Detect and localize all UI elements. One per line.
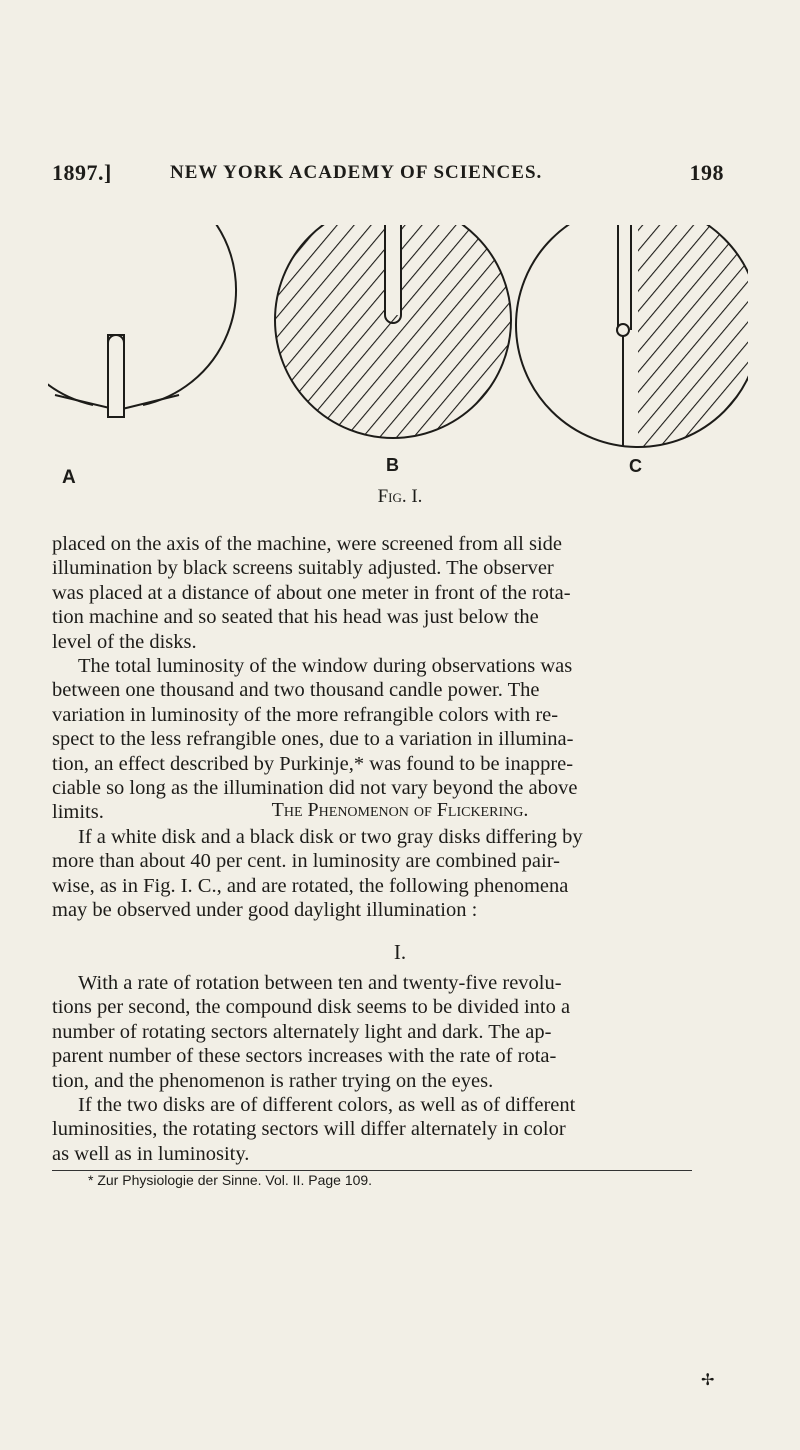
figure-caption: Fig. I. [377, 486, 423, 507]
disk-b [275, 225, 511, 438]
text-line: ciable so long as the illumination did not vary beyond the above [52, 777, 578, 800]
text-line: tions per second, the compound disk seems to be divided into a [52, 996, 571, 1019]
label-a: A [62, 467, 76, 488]
text-line: parent number of these sectors increases with the rate of rota- [52, 1045, 557, 1068]
text-line: more than about 40 per cent. in luminosity are combined pair- [52, 850, 560, 873]
text-line: tion, and the phenomenon is rather trying on the eyes. [52, 1069, 494, 1092]
figure-disks [48, 225, 748, 525]
text-line: tion machine and so seated that his head was just below the [52, 606, 539, 629]
paragraph-1 [52, 532, 722, 654]
paragraph-5 [52, 1093, 722, 1166]
label-b: B [386, 455, 399, 475]
text-line: variation in luminosity of the more refrangible colors with re- [52, 703, 559, 726]
text-line: may be observed under good daylight illumination : [52, 899, 478, 922]
footnote: * Zur Physiologie der Sinne. Vol. II. Page 109. [88, 1172, 373, 1188]
text-line: spect to the less refrangible ones, due to a variation in illumina- [52, 728, 574, 751]
text-line: level of the disks. [52, 630, 197, 653]
text-line: wise, as in Fig. I. C., and are rotated, the following phenomena [52, 874, 569, 897]
corner-mark: ✢ [701, 1372, 715, 1389]
text-line: between one thousand and two thousand candle power. The [52, 679, 540, 702]
text-line: The total luminosity of the window during observations was [78, 655, 573, 678]
header-year: 1897.] [52, 160, 112, 185]
text-line: luminosities, the rotating sectors will differ alternately in color [52, 1118, 566, 1141]
body-paragraphs-top [52, 532, 722, 825]
disk-c [516, 225, 748, 447]
text-line: placed on the axis of the machine, were screened from all side [52, 533, 563, 555]
text-line: If the two disks are of different colors, as well as of different [78, 1094, 576, 1117]
running-header [52, 160, 724, 190]
text-line: limits. [52, 801, 104, 824]
text-line: was placed at a distance of about one meter in front of the rota- [52, 581, 571, 604]
disk-a [48, 225, 236, 417]
text-line: With a rate of rotation between ten and twenty-five revolu- [78, 972, 562, 994]
text-line: If a white disk and a black disk or two gray disks differing by [78, 826, 583, 848]
body-paragraphs-bottom [52, 971, 722, 1166]
section-heading: The Phenomenon of Flickering. [271, 799, 529, 821]
header-page-number: 198 [689, 160, 724, 185]
footnote-rule [52, 1170, 692, 1171]
subsection-numeral: I. [393, 940, 407, 964]
paragraph-3 [52, 825, 722, 923]
label-c: C [629, 456, 642, 476]
text-line: illumination by black screens suitably adjusted. The observer [52, 557, 554, 580]
body-paragraph-flickering [52, 825, 722, 923]
paragraph-4 [52, 971, 722, 1093]
text-line: as well as in luminosity. [52, 1142, 250, 1165]
header-journal-title: NEW YORK ACADEMY OF SCIENCES. [170, 162, 543, 183]
text-line: number of rotating sectors alternately light and dark. The ap- [52, 1020, 552, 1043]
text-line: tion, an effect described by Purkinje,* was found to be inappre- [52, 752, 574, 775]
disks-illustration [48, 225, 748, 525]
